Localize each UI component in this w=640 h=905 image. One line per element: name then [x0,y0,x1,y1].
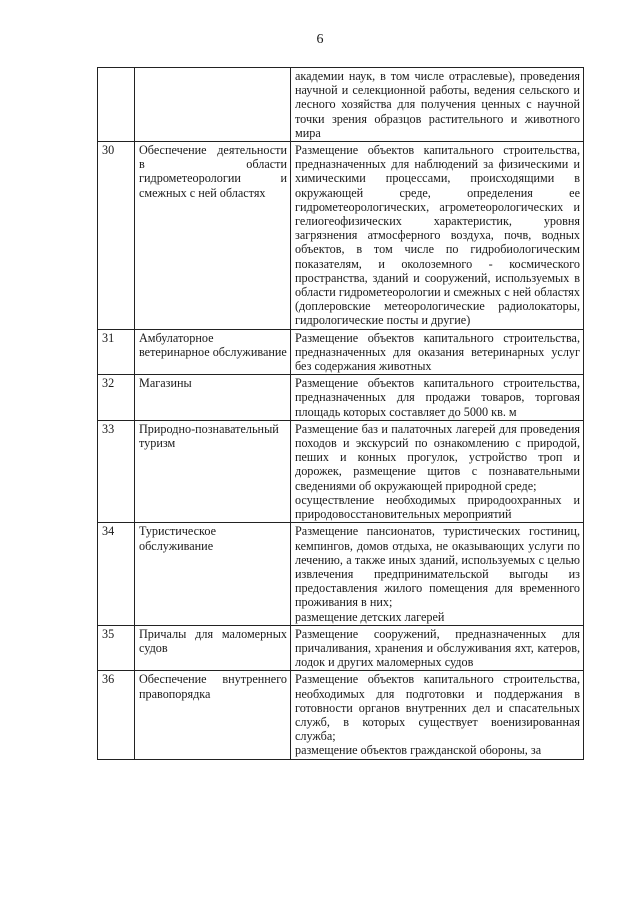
land-use-type-name [135,68,291,142]
row-number [98,68,135,142]
description-paragraph: размещение детских лагерей [295,609,445,624]
description-paragraph: Размещение баз и палаточных лагерей для проведения походов и экскурсий по ознакомлению с природой, пеших и конных прогулок, устройство троп и дорожек, размещение щитов с познавательными сведениями об окружающей природной среде; [295,421,580,493]
land-use-description [291,420,584,522]
land-use-description [291,68,584,142]
land-use-type-name: Туристическое обслуживание [135,523,291,625]
description-paragraph: Размещение сооружений, предназначенных для причаливания, хранения и обслуживания яхт, катеров, лодок и других маломерных судов [295,626,580,670]
land-use-type-name: Обеспечение деятельности в области гидрометеорологии и смежных с ней областях [135,142,291,330]
description-paragraph: Размещение объектов капитального строительства, необходимых для подготовки и поддержания в готовности органов внутренних дел и спасательных служб, в которых существует военизированная служба; [295,672,580,744]
description-paragraph: Размещение объектов капитального строительства, предназначенных для продажи товаров, торговая площадь которых составляет до 5000 кв. м [295,376,580,419]
land-use-description [291,142,584,330]
description-paragraph: академии наук, в том числе отраслевые), проведения научной и селекционной работы, ведения сельского и лесного хозяйства для получения ценных с научной точки зрения образцов растительного и животного мира [295,69,580,140]
table-row [98,671,584,759]
row-number: 36 [98,671,135,759]
land-use-type-name: Природно-познавательный туризм [135,420,291,522]
land-use-type-name: Магазины [135,375,291,421]
table-row [98,68,584,142]
land-use-description [291,671,584,759]
land-use-type-name: Амбулаторное ветеринарное обслуживание [135,329,291,375]
land-use-description [291,625,584,671]
land-use-table [97,67,584,760]
row-number: 32 [98,375,135,421]
table-row [98,142,584,330]
row-number: 31 [98,329,135,375]
land-use-description [291,375,584,421]
description-paragraph: Размещение объектов капитального строительства, предназначенных для наблюдений за физическими и химическими процессами, происходящими в окружающей среде, определения ее гидрометеорологических, агрометеорологических и гелиогеофизических характеристик, уровня загрязнения атмосферного воздуха, почв, водных объектов, в том числе по гидробиологическим показателям, и околоземного - космического пространства, зданий и сооружений, используемых в области гидрометеорологии и смежных с ней областях (доплеровские метеорологические радиолокаторы, гидрологические посты и другие) [295,143,580,328]
land-use-type-name: Причалы для маломерных судов [135,625,291,671]
table-row [98,420,584,522]
land-use-description [291,329,584,375]
row-number: 34 [98,523,135,625]
row-number: 33 [98,420,135,522]
table-body [98,68,584,760]
description-paragraph: Размещение пансионатов, туристических гостиниц, кемпингов, домов отдыха, не оказывающих услуги по лечению, а также иных зданий, используемых с целью извлечения предпринимательской выгоды из предоставления жилого помещения для временного проживания в них; [295,524,580,610]
description-paragraph: размещение объектов гражданской обороны, за [295,743,542,758]
table-row [98,523,584,625]
row-number: 35 [98,625,135,671]
table-row [98,625,584,671]
row-number: 30 [98,142,135,330]
description-paragraph: осуществление необходимых природоохранных и природовосстановительных мероприятий [295,492,580,522]
page-number: 6 [316,32,324,47]
table-row [98,375,584,421]
description-paragraph: Размещение объектов капитального строительства, предназначенных для оказания ветеринарных услуг без содержания животных [295,330,580,374]
land-use-type-name: Обеспечение внутреннего правопорядка [135,671,291,759]
table-row [98,329,584,375]
land-use-description [291,523,584,625]
